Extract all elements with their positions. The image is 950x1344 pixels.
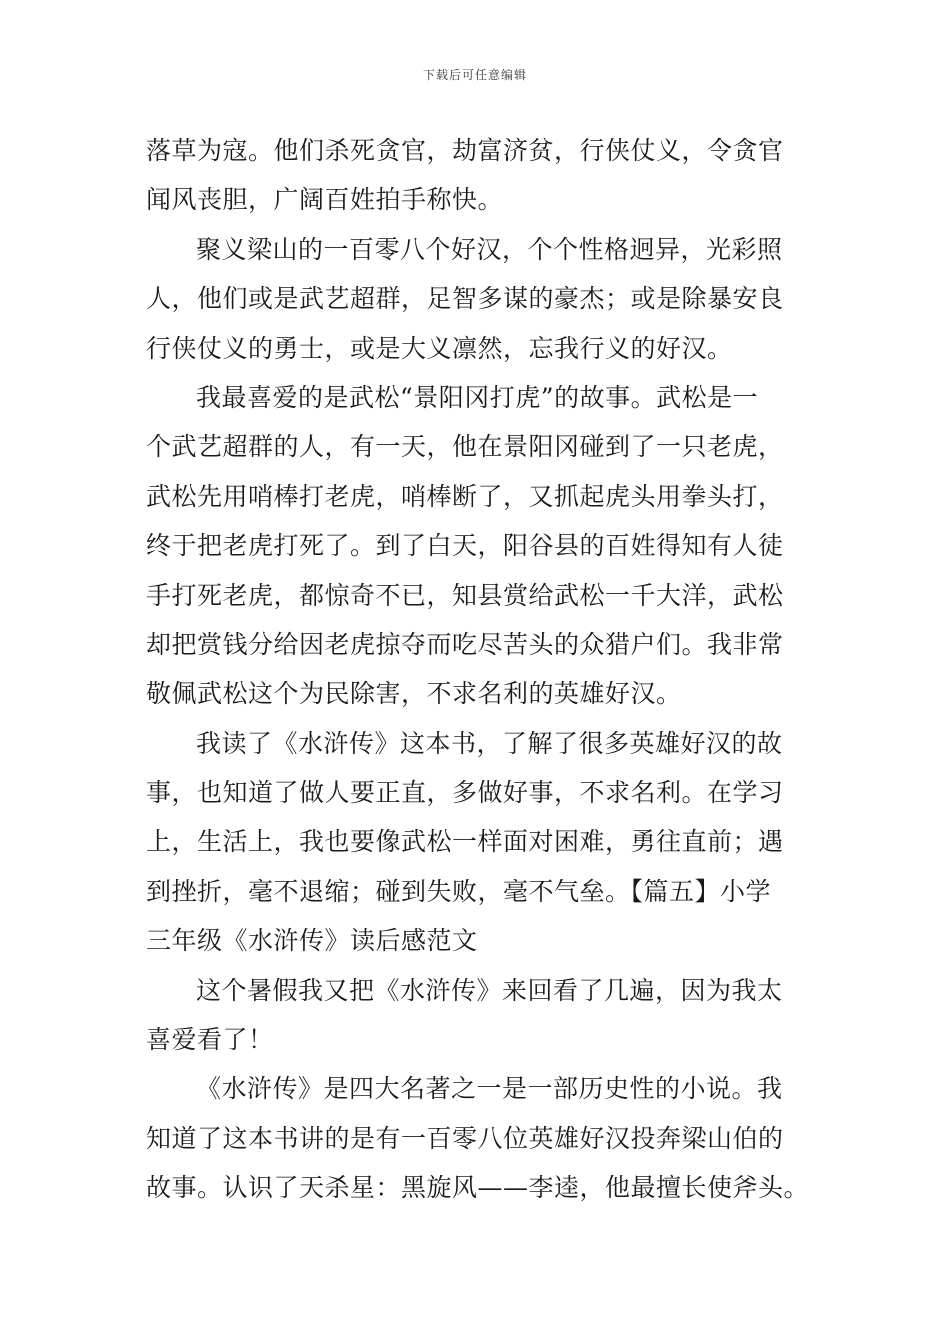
text-line: 却把赏钱分给因老虎掠夺而吃尽苦头的众猎户们。我非常: [146, 629, 784, 659]
text-line: 这个暑假我又把《水浒传》来回看了几遍，因为我太: [196, 975, 783, 1005]
text-line: 上，生活上，我也要像武松一样面对困难，勇往直前；遇: [146, 827, 784, 857]
text-line: 我读了《水浒传》这本书，了解了很多英雄好汉的故: [196, 728, 783, 758]
document-body: [146, 126, 814, 1213]
text-line: 终于把老虎打死了。到了白天，阳谷县的百姓得知有人徒: [146, 531, 784, 561]
text-line: 知道了这本书讲的是有一百零八位英雄好汉投奔梁山伯的: [146, 1123, 784, 1153]
text-line: 个武艺超群的人，有一天，他在景阳冈碰到了一只老虎，: [146, 432, 784, 462]
text-line: 故事。认识了天杀星：黑旋风——李逵，他最擅长使斧头。: [146, 1173, 810, 1203]
text-line: 三年级《水浒传》读后感范文: [146, 926, 478, 956]
text-line: 我最喜爱的是武松“景阳冈打虎”的故事。武松是一: [196, 382, 759, 412]
text-line: 人，他们或是武艺超群，足智多谋的豪杰；或是除暴安良: [146, 284, 784, 314]
text-line: 闻风丧胆，广阔百姓拍手称快。: [146, 185, 504, 215]
text-line: 喜爱看了！: [146, 1025, 274, 1055]
text-line: 手打死老虎，都惊奇不已，知县赏给武松一千大洋，武松: [146, 580, 784, 610]
text-line: 行侠仗义的勇士，或是大义凛然，忘我行义的好汉。: [146, 333, 733, 363]
text-line: 到挫折，毫不退缩；碰到失败，毫不气垒。【篇五】小学: [146, 876, 772, 906]
text-line: 事，也知道了做人要正直，多做好事，不求名利。在学习: [146, 778, 784, 808]
text-line: 聚义梁山的一百零八个好汉，个个性格迥异，光彩照: [196, 234, 783, 264]
text-line: 《水浒传》是四大名著之一是一部历史性的小说。我: [196, 1074, 783, 1104]
page-header: 下载后可任意编辑: [422, 68, 527, 82]
text-line: 落草为寇。他们杀死贪官，劫富济贫，行侠仗义，令贪官: [146, 136, 784, 165]
text-line: 武松先用哨棒打老虎，哨棒断了，又抓起虎头用拳头打，: [146, 481, 784, 511]
text-line: 敬佩武松这个为民除害，不求名利的英雄好汉。: [146, 679, 682, 709]
